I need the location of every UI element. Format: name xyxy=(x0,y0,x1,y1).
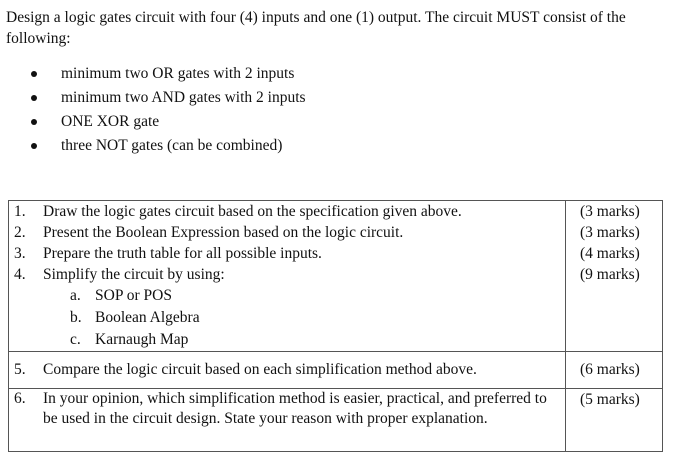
sub-item-text: Karnaugh Map xyxy=(95,331,189,348)
question-4 xyxy=(9,264,565,285)
requirement-item xyxy=(0,134,686,158)
marks-label: (5 marks) xyxy=(580,391,640,408)
question-number: 1. xyxy=(14,203,26,220)
sub-item-text: SOP or POS xyxy=(95,287,172,304)
bullet-icon xyxy=(31,143,37,149)
question-5 xyxy=(9,359,565,380)
question-number: 3. xyxy=(14,245,26,262)
questions-cell xyxy=(9,352,566,389)
sub-item-letter: a. xyxy=(70,287,81,304)
question-1 xyxy=(9,201,565,222)
question-text: Compare the logic circuit based on each simplification method above. xyxy=(43,361,477,378)
sub-item-text: Boolean Algebra xyxy=(95,309,200,326)
questions-cell xyxy=(9,201,566,352)
bullet-icon xyxy=(31,119,37,125)
requirement-item xyxy=(0,86,686,110)
question-text: In your opinion, which simplification method is easier, practical, and preferred to be used in the circuit design. State your reason with proper explanation. xyxy=(43,390,547,427)
marks-cell xyxy=(566,352,663,389)
marks-cell xyxy=(566,201,663,352)
question-text: Simplify the circuit by using: xyxy=(43,266,225,283)
question-number: 5. xyxy=(14,361,26,378)
requirement-text: minimum two OR gates with 2 inputs xyxy=(61,65,295,82)
question-2 xyxy=(9,222,565,243)
marks-label: (9 marks) xyxy=(580,266,640,283)
requirement-text: ONE XOR gate xyxy=(61,113,160,130)
requirement-item xyxy=(0,62,686,86)
requirement-item xyxy=(0,110,686,134)
table-row xyxy=(9,201,663,352)
table-row xyxy=(9,389,663,452)
requirement-text: minimum two AND gates with 2 inputs xyxy=(61,89,306,106)
questions-cell xyxy=(9,389,566,452)
sub-item-letter: c. xyxy=(70,331,81,348)
question-text: Draw the logic gates circuit based on the specification given above. xyxy=(43,203,462,220)
sub-item-letter: b. xyxy=(70,309,82,326)
sub-item-a xyxy=(9,285,565,307)
sub-item-b xyxy=(9,307,565,329)
marks-label: (4 marks) xyxy=(580,245,640,262)
question-text: Prepare the truth table for all possible inputs. xyxy=(43,245,322,262)
sub-item-c xyxy=(9,329,565,351)
table-row xyxy=(9,352,663,389)
marks-cell xyxy=(566,389,663,452)
bullet-icon xyxy=(31,95,37,101)
question-number: 4. xyxy=(14,266,26,283)
requirement-text: three NOT gates (can be combined) xyxy=(61,137,283,154)
marks-label: (6 marks) xyxy=(580,361,640,378)
marks-label: (3 marks) xyxy=(580,203,640,220)
intro-paragraph: Design a logic gates circuit with four (4) inputs and one (1) output. The circuit MUST consist of the following: xyxy=(6,9,626,47)
bullet-icon xyxy=(31,71,37,77)
questions-table xyxy=(8,200,663,452)
question-3 xyxy=(9,243,565,264)
question-number: 2. xyxy=(14,224,26,241)
question-text: Present the Boolean Expression based on the logic circuit. xyxy=(43,224,404,241)
question-6 xyxy=(9,389,565,429)
question-number: 6. xyxy=(14,390,26,407)
marks-label: (3 marks) xyxy=(580,224,640,241)
requirements-list xyxy=(0,62,686,158)
